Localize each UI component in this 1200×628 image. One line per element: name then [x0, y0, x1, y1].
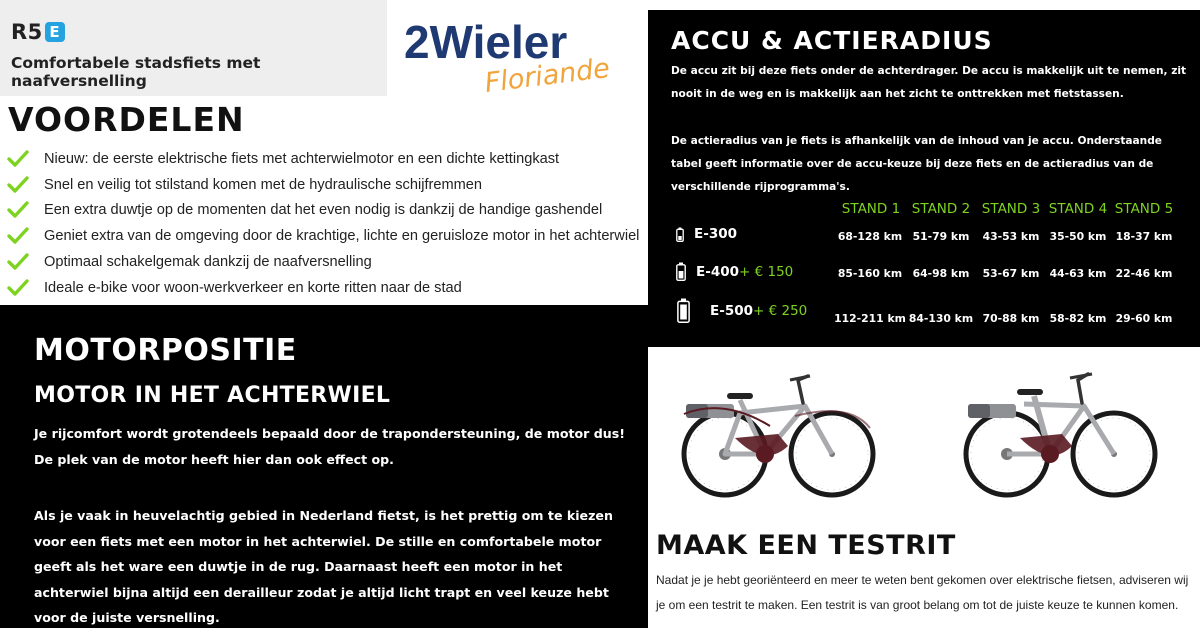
accu-panel: [648, 10, 1200, 347]
table-header: STAND 2: [911, 201, 971, 217]
table-cell: 29-60 km: [1115, 312, 1173, 325]
model-subtitle: Comfortabele stadsfiets met naafversnelling: [11, 54, 261, 90]
table-cell: 22-46 km: [1115, 267, 1173, 280]
shop-logo: [400, 6, 635, 100]
table-cell: 68-128 km: [837, 230, 903, 243]
table-cell: 64-98 km: [912, 267, 970, 280]
table-cell: 85-160 km: [837, 267, 903, 280]
check-icon: [7, 176, 29, 194]
battery-label: E-400: [696, 263, 740, 280]
motor-paragraph: Als je vaak in heuvelachtig gebied in Nederland fietst, is het prettig om te kiezen voor een fiets met een motor in het achterwiel. De stille en comfortabele motor geeft als het ware een duwtje in de rug. Daarnaast heeft een motor in het achterwiel bijna altijd een derailleur zodat je altijd licht trapt en veel keuze hebt voor de juiste versnelling.: [34, 508, 613, 625]
table-cell: 43-53 km: [982, 230, 1040, 243]
list-item: [7, 249, 647, 275]
benefit-text: Geniet extra van de omgeving door de krachtige, lichte en geruisloze motor in het achterwiel: [44, 228, 640, 245]
list-item: [7, 172, 647, 198]
table-header: STAND 4: [1048, 201, 1108, 217]
voordelen-title: VOORDELEN: [8, 100, 245, 139]
table-row-label: [676, 226, 737, 242]
motor-paragraph: Je rijcomfort wordt grotendeels bepaald door de trapondersteuning, de motor dus! De plek van de motor heeft hier dan ook effect op.: [34, 426, 625, 467]
battery-price: + € 150: [739, 263, 794, 280]
logo-line2: Floriande: [483, 52, 612, 99]
table-cell: 51-79 km: [912, 230, 970, 243]
bike-image: [962, 366, 1160, 498]
bike-image: [680, 368, 878, 500]
accu-paragraph: De actieradius van je fiets is afhankelijk van de inhoud van je accu. Onderstaande tabel geeft informatie over de accu-keuze bij deze fiets en de actieradius van de verschillende rijprogramma's.: [671, 135, 1162, 193]
check-icon: [7, 150, 29, 168]
table-cell: 84-130 km: [908, 312, 974, 325]
accu-title: ACCU & ACTIERADIUS: [671, 26, 993, 55]
battery-price: + € 250: [753, 302, 808, 319]
benefit-text: Snel en veilig tot stilstand komen met de hydraulische schijfremmen: [44, 176, 483, 193]
check-icon: [7, 201, 29, 219]
battery-small-icon: [676, 227, 684, 242]
table-cell: 112-211 km: [834, 312, 906, 325]
table-row-label: [677, 298, 807, 323]
list-item: [7, 198, 647, 224]
check-icon: [7, 227, 29, 245]
model-code-text: R5: [11, 20, 43, 44]
list-item: [7, 223, 647, 249]
table-header: STAND 5: [1114, 201, 1174, 217]
motor-panel: [0, 305, 648, 628]
table-cell: 44-63 km: [1049, 267, 1107, 280]
electric-badge: E: [45, 22, 65, 42]
motor-subtitle: MOTOR IN HET ACHTERWIEL: [34, 383, 391, 408]
logo-line1: 2Wieler: [404, 16, 568, 68]
benefit-text: Ideale e-bike voor woon-werkverkeer en korte ritten naar de stad: [44, 279, 462, 296]
table-cell: 18-37 km: [1115, 230, 1173, 243]
benefit-text: Optimaal schakelgemak dankzij de naafversnelling: [44, 254, 372, 271]
battery-label: E-300: [694, 226, 738, 242]
table-header: STAND 1: [841, 201, 901, 217]
list-item: [7, 275, 647, 301]
table-header: STAND 3: [981, 201, 1041, 217]
benefit-text: Een extra duwtje op de momenten dat het even nodig is dankzij de handige gashendel: [44, 202, 603, 219]
list-item: [7, 146, 647, 172]
benefits-list: [7, 146, 647, 301]
check-icon: [7, 253, 29, 271]
table-cell: 53-67 km: [982, 267, 1040, 280]
table-cell: 35-50 km: [1049, 230, 1107, 243]
table-cell: 70-88 km: [982, 312, 1040, 325]
accu-paragraph: De accu zit bij deze fiets onder de achterdrager. De accu is makkelijk uit te nemen, zit nooit in de weg en is makkelijk aan het zicht te onttrekken met fietstassen.: [671, 65, 1187, 100]
battery-large-icon: [677, 298, 690, 323]
table-cell: 58-82 km: [1049, 312, 1107, 325]
motor-title: MOTORPOSITIE: [34, 333, 297, 368]
battery-label: E-500: [710, 302, 754, 319]
model-code: [11, 20, 65, 44]
benefit-text: Nieuw: de eerste elektrische fiets met achterwielmotor en een dichte kettingkast: [44, 150, 560, 167]
model-header: [0, 0, 387, 96]
table-row-label: [676, 262, 793, 281]
battery-medium-icon: [676, 262, 686, 281]
check-icon: [7, 279, 29, 297]
testrit-paragraph: Nadat je je hebt georiënteerd en meer te weten bent gekomen over elektrische fietsen, adviseren wij je om een testrit te maken. Een testrit is van groot belang om tot de juiste keuze te kunnen komen.: [656, 573, 1189, 612]
testrit-title: MAAK EEN TESTRIT: [656, 530, 956, 561]
